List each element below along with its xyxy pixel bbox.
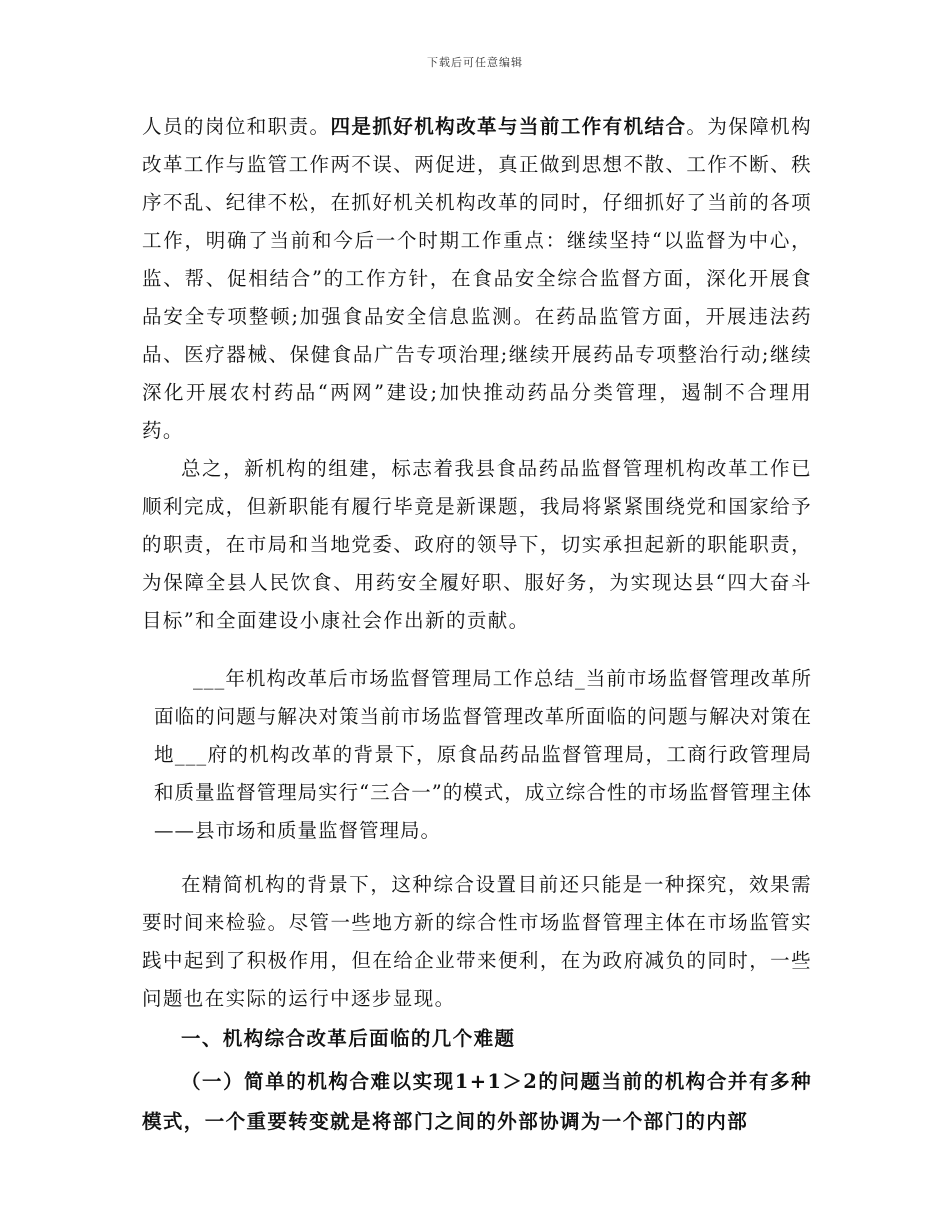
bold-emphasis-text: 四是抓好机构改革与当前工作有机结合 <box>330 115 687 138</box>
paragraph-reform-work <box>142 108 812 450</box>
paragraph-report-title: ___年机构改革后市场监督管理局工作总结_当前市场监督管理改革所面临的问题与解决对策当前市场监督管理改革所面临的问题与解决对策在地___府的机构改革的背景下，原食品药品监督管理局，工商行政管理局和质量监督管理局实行“三合一”的模式，成立综合性的市场监督管理主体——县市场和质量监督管理局。 <box>154 667 812 842</box>
section-heading: 一、机构综合改革后面临的几个难题 <box>181 1027 516 1050</box>
paragraph-context: 在精简机构的背景下，这种综合设置目前还只能是一种探究，效果需要时间来检验。尽管一些地方新的综合性市场监督管理主体在市场监管实践中起到了积极作用，但在给企业带来便利，在为政府减负的同时，一些问题也在实际的运行中逐步显现。 <box>142 873 812 1010</box>
subsection-heading: （一）简单的机构合难以实现1+1＞2的问题当前的机构合并有多种模式，一个重要转变就是将部门之间的外部协调为一个部门的内部 <box>142 1070 812 1133</box>
paragraph-summary: 总之，新机构的组建，标志着我县食品药品监督管理机构改革工作已顺利完成，但新职能有履行毕竟是新课题，我局将紧紧围绕党和国家给予的职责，在市局和当地党委、政府的领导下，切实承担起新的职能职责，为保障全县人民饮食、用药安全履好职、服好务，为实现达县“四大奋斗目标”和全面建设小康社会作出新的贡献。 <box>142 457 812 632</box>
page-header: 下载后可任意编辑 <box>427 56 523 69</box>
document-body <box>142 108 812 1142</box>
paragraph-continued-text: 。为保障机构改革工作与监管工作两不误、两促进，真正做到思想不散、工作不断、秩序不乱、纪律不松，在抓好机关机构改革的同时，仔细抓好了当前的各项工作，明确了当前和今后一个时期工作重点：继续坚持“以监督为中心，监、帮、促相结合”的工作方针，在食品安全综合监督方面，深化开展食品安全专项整顿;加强食品安全信息监测。在药品监管方面，开展违法药品、医疗器械、保健食品广告专项治理;继续开展药品专项整治行动;继续深化开展农村药品“两网”建设;加快推动药品分类管理，遏制不合理用药。 <box>142 115 812 442</box>
paragraph-lead-text: 人员的岗位和职责。 <box>142 115 331 138</box>
